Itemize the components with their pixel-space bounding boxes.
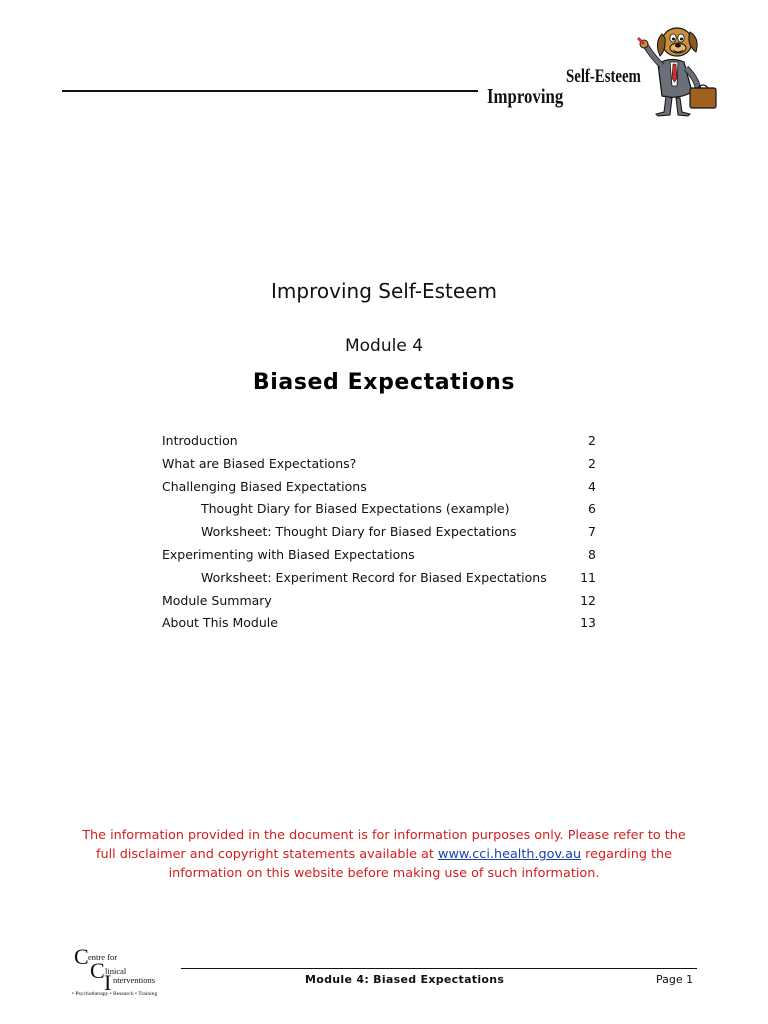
toc-page-number: 2 xyxy=(588,433,596,448)
disclaimer-line xyxy=(72,845,696,864)
toc-row xyxy=(162,431,596,454)
toc-row xyxy=(162,477,596,500)
toc-label: Introduction xyxy=(162,433,238,448)
footer-rule xyxy=(181,968,697,969)
toc-page-number: 6 xyxy=(588,501,596,517)
table-of-contents xyxy=(162,431,596,636)
cci-website-link[interactable]: www.cci.health.gov.au xyxy=(437,847,582,862)
toc-row xyxy=(162,499,596,522)
logo-letter-c2: C xyxy=(90,958,105,983)
disclaimer-line: information on this website before making use of such information. xyxy=(168,866,600,881)
toc-label: Challenging Biased Expectations xyxy=(162,478,367,494)
footer-module-title: Module 4: Biased Expectations xyxy=(305,973,505,986)
logo-word-nterventions: nterventions xyxy=(113,975,156,985)
toc-label: Thought Diary for Biased Expectations (example) xyxy=(201,501,510,517)
logo-letter-c1: C xyxy=(74,944,89,969)
footer-page-number: Page 1 xyxy=(656,973,694,986)
module-topic: Biased Expectations xyxy=(252,370,516,395)
logo-tagline: • Psychotherapy • Research • Training xyxy=(72,991,158,997)
logo-word-entre: entre for xyxy=(88,952,118,962)
module-number: Module 4 xyxy=(344,336,424,356)
disclaimer-text-before-link: full disclaimer and copyright statements available at xyxy=(95,847,438,862)
toc-page-number: 13 xyxy=(580,615,596,631)
logo-word-linical: linical xyxy=(105,966,127,976)
toc-label: What are Biased Expectations? xyxy=(162,455,357,471)
toc-label: Experimenting with Biased Expectations xyxy=(162,546,415,562)
toc-label: Worksheet: Thought Diary for Biased Expectations xyxy=(201,524,517,540)
toc-row xyxy=(162,568,596,591)
toc-row xyxy=(162,591,596,614)
disclaimer-text-after-link: regarding the xyxy=(581,847,673,862)
toc-page-number: 7 xyxy=(588,524,596,540)
toc-page-number: 12 xyxy=(580,592,596,608)
toc-label: Module Summary xyxy=(162,592,272,608)
disclaimer-line: The information provided in the document is for information purposes only. Please refer to the xyxy=(82,828,686,843)
toc-label: Worksheet: Experiment Record for Biased Expectations xyxy=(201,569,547,585)
toc-page-number: 4 xyxy=(588,478,596,494)
toc-row xyxy=(162,545,596,568)
logo-letter-i: I xyxy=(104,970,112,995)
toc-row xyxy=(162,454,596,477)
header-rule xyxy=(62,90,478,92)
brand-self-esteem: Self-Esteem xyxy=(566,66,641,87)
brand-improving: Improving xyxy=(487,84,564,108)
toc-label: About This Module xyxy=(162,615,278,631)
cci-logo xyxy=(72,946,182,1000)
disclaimer-text xyxy=(72,826,696,883)
toc-row xyxy=(162,522,596,545)
document-title: Improving Self-Esteem xyxy=(271,279,497,303)
toc-page-number: 2 xyxy=(588,455,596,471)
toc-page-number: 11 xyxy=(580,569,596,585)
toc-page-number: 8 xyxy=(588,546,596,562)
toc-row xyxy=(162,613,596,636)
mascot-dog-illustration xyxy=(628,16,720,118)
